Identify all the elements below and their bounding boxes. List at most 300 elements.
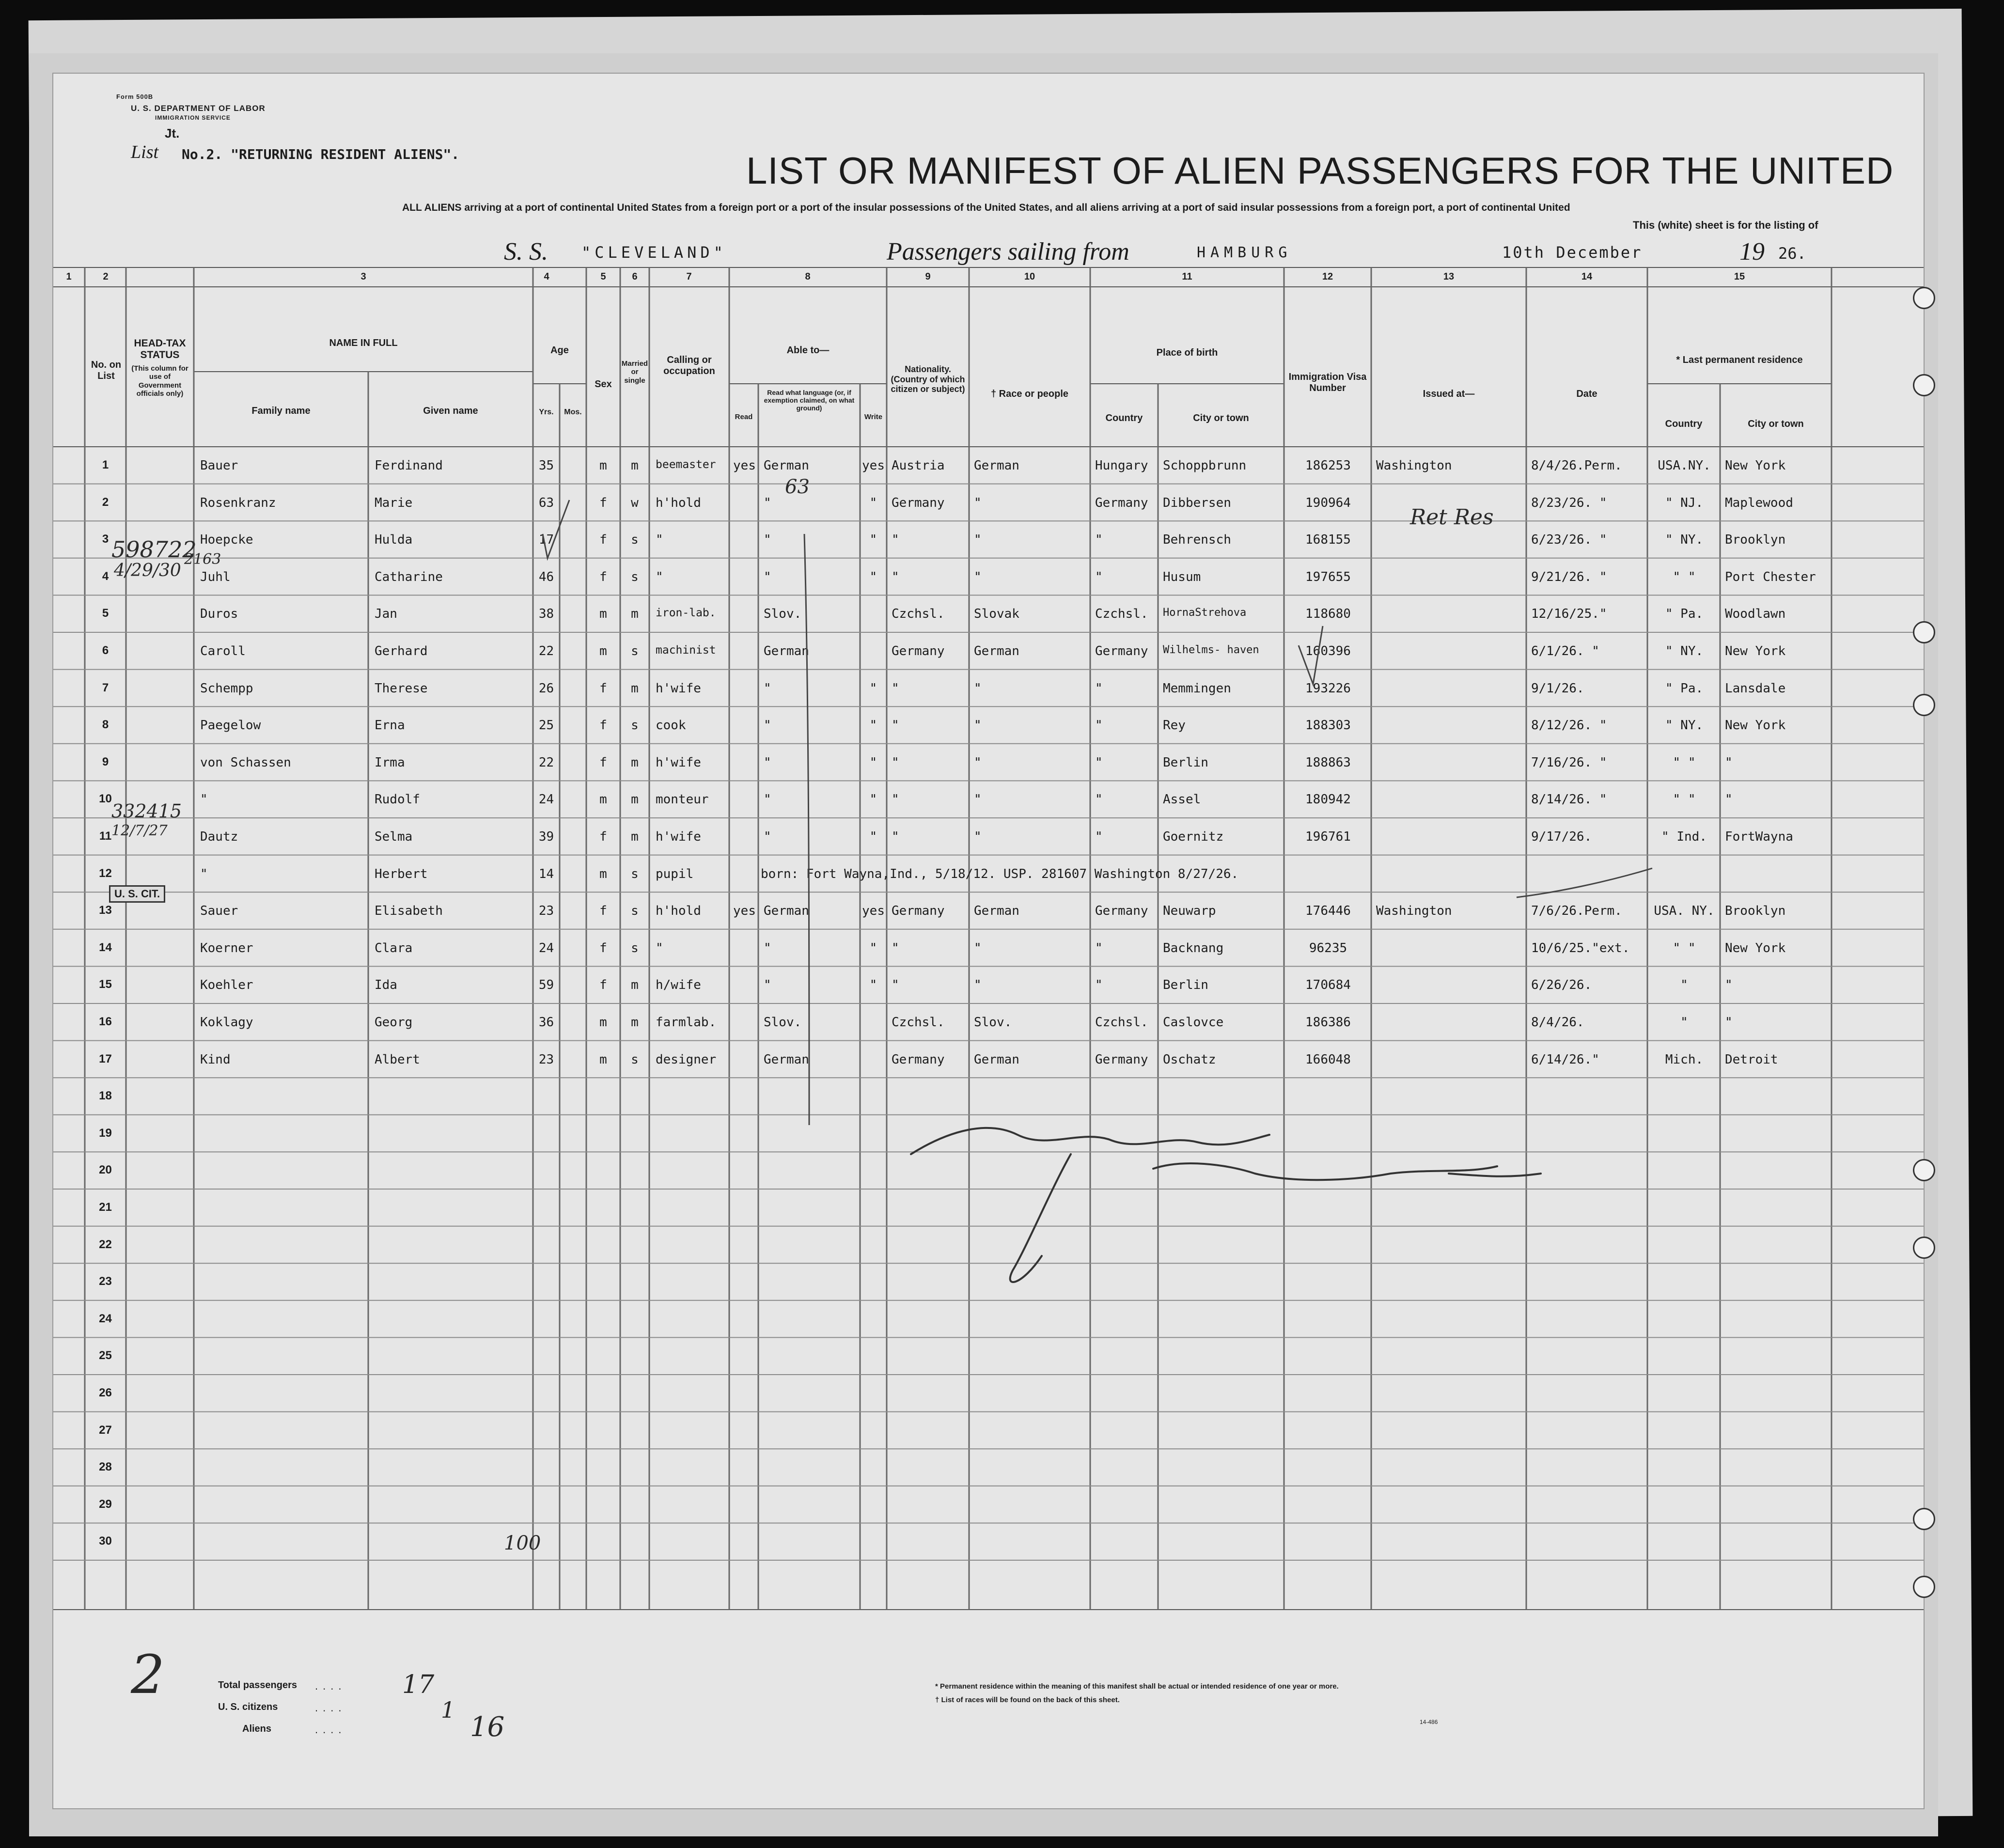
cell-bcountry: Germany [1095, 644, 1148, 658]
manifest-sheet [52, 73, 1925, 1809]
cell-visa: 186386 [1305, 1015, 1351, 1030]
cell-n: 2 [102, 495, 109, 509]
cell-occ: beemaster [656, 458, 716, 471]
cell-write: " [869, 681, 877, 696]
cell-sex: f [599, 569, 607, 584]
empty-row-number: 28 [99, 1460, 112, 1474]
cell-ms: s [631, 1052, 639, 1067]
cell-lang: Slov. [764, 607, 802, 622]
cell-bcity: HornaStrehova [1163, 607, 1247, 619]
cell-lang: " [764, 718, 771, 733]
cell-visa: 170684 [1305, 978, 1351, 993]
cell-sex: m [599, 1015, 607, 1030]
header-date: Date [1576, 389, 1597, 399]
cell-sex: m [599, 458, 607, 473]
departure-port: HAMBURG [1197, 244, 1292, 261]
header-age: Age [550, 345, 569, 356]
cell-family: " [200, 792, 208, 807]
cell-occ: h'wife [656, 755, 701, 770]
cell-nat: " [892, 681, 899, 696]
ship-name: "CLEVELAND" [581, 243, 727, 262]
cell-n: 12 [99, 866, 112, 880]
aliens-label: Aliens [242, 1723, 272, 1734]
form-number: Form 500B [116, 93, 154, 100]
cell-given: Rudolf [375, 792, 420, 807]
cell-write: " [869, 830, 877, 844]
cell-rcountry: " NY. [1665, 718, 1704, 733]
handwritten-cert-date-2: 12/7/27 [111, 822, 168, 839]
header-family-name: Family name [251, 406, 311, 416]
empty-row-number: 23 [99, 1275, 112, 1288]
cell-n: 1 [102, 458, 109, 471]
cell-age: 46 [538, 569, 554, 584]
cell-n: 10 [99, 792, 112, 806]
column-number: 8 [805, 271, 811, 282]
cell-race: German [974, 1052, 1019, 1067]
cell-age: 35 [538, 458, 554, 473]
cell-bcity: Behrensch [1163, 532, 1231, 548]
header-yrs: Yrs. [539, 408, 554, 416]
cell-lang: " [764, 792, 771, 807]
cell-sex: m [599, 866, 607, 881]
cell-nat: " [892, 755, 899, 770]
handwritten-page-mark: 100 [504, 1532, 541, 1554]
footnote-races: † List of races will be found on the back of this sheet. [935, 1696, 1120, 1704]
cell-given: Therese [375, 681, 428, 696]
cell-given: Jan [375, 607, 397, 622]
cell-given: Albert [375, 1052, 420, 1067]
handwritten-corner-mark: 2 [131, 1644, 165, 1706]
punch-hole [1913, 374, 1935, 396]
cell-bcity: Husum [1163, 569, 1201, 584]
cell-ms: s [631, 718, 639, 733]
column-number: 5 [600, 271, 606, 282]
header-head-tax: HEAD-TAX STATUS [134, 338, 186, 361]
cell-nat: Czchsl. [892, 1015, 945, 1030]
cell-n: 11 [99, 830, 112, 843]
header-name-in-full: NAME IN FULL [329, 338, 398, 348]
cell-rcountry: " " [1673, 569, 1696, 584]
cell-race: " [974, 792, 982, 807]
empty-row-number: 19 [99, 1126, 112, 1140]
dot-leader: .... [315, 1723, 346, 1736]
cell-date: 10/6/25."ext. [1531, 940, 1630, 955]
cell-age: 24 [538, 940, 554, 955]
cell-rcity: New York [1725, 458, 1786, 473]
department-name: U. S. DEPARTMENT OF LABOR [131, 104, 266, 113]
cell-sex: m [599, 1052, 607, 1067]
header-read: Read [735, 413, 753, 421]
cell-visa: 188303 [1305, 718, 1351, 733]
cell-lang: German [764, 644, 809, 658]
cell-date: 7/6/26.Perm. [1531, 904, 1622, 919]
header-sex: Sex [595, 379, 612, 390]
cell-given: Erna [375, 718, 405, 733]
punch-hole [1913, 621, 1935, 643]
cell-lang: " [764, 940, 771, 955]
cell-bcity: Goernitz [1163, 830, 1224, 844]
column-number: 1 [66, 271, 72, 282]
cell-visa: 193226 [1305, 681, 1351, 696]
handwritten-language-mark: 63 [785, 476, 810, 498]
cell-given: Ferdinand [375, 458, 443, 473]
cell-lang: German [764, 904, 809, 919]
cell-rcountry: " NY. [1665, 532, 1704, 548]
cell-visa: 176446 [1305, 904, 1351, 919]
cell-race: German [974, 904, 1019, 919]
cell-family: Dautz [200, 830, 238, 844]
cell-visa: 180942 [1305, 792, 1351, 807]
cell-rcity: " [1725, 1015, 1733, 1030]
cell-bcity: Rey [1163, 718, 1186, 733]
list-label: List [131, 142, 159, 162]
header-residence-city: City or town [1748, 419, 1804, 429]
punch-hole [1913, 1159, 1935, 1181]
cell-visa: 168155 [1305, 532, 1351, 548]
cell-occ: pupil [656, 866, 694, 881]
cell-ms: m [631, 830, 639, 844]
cell-rcity: FortWayna [1725, 830, 1793, 844]
cell-bcity: Memmingen [1163, 681, 1231, 696]
cell-ms: m [631, 978, 639, 993]
cell-age: 26 [538, 681, 554, 696]
cell-bcity: Caslovce [1163, 1015, 1224, 1030]
cell-ms: s [631, 940, 639, 955]
cell-write: " [869, 755, 877, 770]
cell-race: " [974, 569, 982, 584]
cell-sex: m [599, 644, 607, 658]
cell-rcountry: " [1680, 978, 1688, 993]
header-head-tax-note: (This column for use of Government officials only) [131, 364, 188, 398]
cell-rcity: " [1725, 755, 1733, 770]
cell-bcountry: " [1095, 978, 1103, 993]
cell-family: Rosenkranz [200, 495, 276, 510]
cell-n: 3 [102, 532, 109, 546]
column-number: 9 [925, 271, 931, 282]
cell-ms: m [631, 1015, 639, 1030]
empty-row-number: 26 [99, 1386, 112, 1399]
cell-nat: Germany [892, 1052, 945, 1067]
cell-bcity: Neuwarp [1163, 904, 1216, 919]
cell-given: Hulda [375, 532, 413, 548]
cell-ms: s [631, 904, 639, 919]
cell-age: 22 [538, 644, 554, 658]
column-number: 7 [686, 271, 692, 282]
cell-rcountry: " NY. [1665, 644, 1704, 658]
handwritten-cert-number-2: 332415 [111, 800, 182, 822]
us-citizens-label: U. S. citizens [218, 1702, 278, 1712]
header-residence-country: Country [1665, 419, 1703, 429]
cell-bcountry: Czchsl. [1095, 607, 1148, 622]
cell-bcountry: " [1095, 681, 1103, 696]
cell-age: 63 [538, 495, 554, 510]
total-passengers-label: Total passengers [218, 1680, 297, 1691]
handwritten-cert-date: 4/29/30 [114, 561, 181, 580]
cell-age: 23 [538, 1052, 554, 1067]
cell-bcountry: " [1095, 755, 1103, 770]
cell-nat: Germany [892, 904, 945, 919]
cell-age: 14 [538, 866, 554, 881]
cell-sex: m [599, 607, 607, 622]
cell-lang: " [764, 755, 771, 770]
cell-bcity: Schoppbrunn [1163, 458, 1247, 473]
cell-family: Koehler [200, 978, 253, 993]
header-no-on-list: No. on List [91, 360, 122, 381]
cell-rcity: Maplewood [1725, 495, 1793, 510]
cell-given: Catharine [375, 569, 443, 584]
cell-race: " [974, 718, 982, 733]
ss-label: S. S. [504, 238, 548, 266]
cell-rcity: New York [1725, 644, 1786, 658]
form-code: 14-486 [1420, 1719, 1438, 1725]
cell-occ: machinist [656, 644, 716, 657]
cell-family: Koklagy [200, 1015, 253, 1030]
cell-date: 6/23/26. " [1531, 532, 1607, 548]
cell-visa: 160396 [1305, 644, 1351, 658]
cell-rcity: " [1725, 978, 1733, 993]
dot-leader: .... [315, 1702, 346, 1714]
cell-bcity: Dibbersen [1163, 495, 1231, 510]
cell-write: " [869, 495, 877, 510]
cell-n: 13 [99, 904, 112, 917]
cell-race: " [974, 681, 982, 696]
handwritten-issued-mark: Ret Res [1410, 505, 1494, 530]
header-race: † Race or people [990, 389, 1069, 399]
cell-write: yes [862, 904, 885, 919]
cell-visa: 188863 [1305, 755, 1351, 770]
cell-nat: " [892, 940, 899, 955]
header-last-residence: * Last permanent residence [1676, 355, 1803, 365]
cell-date: 6/1/26. " [1531, 644, 1599, 658]
handwritten-cert-number: 598722 [111, 536, 197, 563]
us-citizen-stamp: U. S. CIT. [109, 885, 165, 903]
cell-given: Georg [375, 1015, 413, 1030]
footnote-residence: * Permanent residence within the meaning of this manifest shall be actual or intended residence of one year or more. [935, 1682, 1339, 1691]
cell-n: 14 [99, 940, 112, 954]
cell-nat: Austria [892, 458, 945, 473]
cell-lang: German [764, 1052, 809, 1067]
cell-bcountry: " [1095, 569, 1103, 584]
cell-bcountry: Germany [1095, 495, 1148, 510]
cell-rcity: Brooklyn [1725, 532, 1786, 548]
cell-occ: h/wife [656, 978, 701, 993]
cell-visa: 186253 [1305, 458, 1351, 473]
cell-sex: f [599, 495, 607, 510]
cell-bcity: Assel [1163, 792, 1201, 807]
cell-occ: cook [656, 718, 686, 733]
cell-sex: f [599, 830, 607, 844]
cell-occ: iron-lab. [656, 607, 716, 620]
header-write: Write [864, 413, 883, 421]
aliens-note: ALL ALIENS arriving at a port of continental United States from a foreign port or a port of the insular possessions of the United States, and all aliens arriving at a port of said insular possessions from a foreign port, a port of continental United [402, 202, 1570, 213]
cell-nat: " [892, 830, 899, 844]
cell-lang: Slov. [764, 1015, 802, 1030]
cell-age: 38 [538, 607, 554, 622]
cell-bcountry: Germany [1095, 1052, 1148, 1067]
cell-nat: Germany [892, 644, 945, 658]
cell-race: " [974, 978, 982, 993]
cell-occ: " [656, 940, 663, 955]
punch-hole [1913, 1237, 1935, 1259]
cell-nat: " [892, 532, 899, 548]
header-given-name: Given name [423, 406, 478, 416]
cell-family: von Schassen [200, 755, 291, 770]
empty-row-number: 29 [99, 1497, 112, 1511]
cell-ms: m [631, 755, 639, 770]
column-number: 6 [632, 271, 638, 282]
cell-age: 17 [538, 532, 554, 548]
cell-lang: " [764, 681, 771, 696]
empty-row-number: 25 [99, 1349, 112, 1363]
cell-lang: " [764, 532, 771, 548]
cell-bcity: Backnang [1163, 940, 1224, 955]
cell-write: yes [862, 458, 885, 473]
header-read-language: Read what language (or, if exemption claimed, on what ground) [764, 389, 855, 412]
cell-bcountry: " [1095, 532, 1103, 548]
cell-bcountry: " [1095, 940, 1103, 955]
cell-bcountry: Hungary [1095, 458, 1148, 473]
sailing-date: 10th December [1502, 243, 1643, 262]
cell-n: 4 [102, 569, 109, 583]
punch-hole [1913, 1576, 1935, 1598]
cell-bcity: Berlin [1163, 755, 1208, 770]
cell-given: Clara [375, 940, 413, 955]
cell-age: 36 [538, 1015, 554, 1030]
cell-bcountry: " [1095, 830, 1103, 844]
cell-lang: " [764, 495, 771, 510]
punch-hole [1913, 694, 1935, 716]
cell-age: 39 [538, 830, 554, 844]
header-issued-at: Issued at— [1423, 389, 1475, 399]
cell-occ: monteur [656, 792, 709, 807]
cell-race: " [974, 830, 982, 844]
cell-race: Slovak [974, 607, 1019, 622]
cell-family: Hoepcke [200, 532, 253, 548]
punch-hole [1913, 1508, 1935, 1530]
cell-nat: Germany [892, 495, 945, 510]
column-number: 10 [1024, 271, 1035, 282]
cell-date: 8/12/26. " [1531, 718, 1607, 733]
column-number: 15 [1734, 271, 1745, 282]
cell-rcountry: " " [1673, 755, 1696, 770]
cell-race: German [974, 458, 1019, 473]
cell-rcountry: " NJ. [1665, 495, 1704, 510]
cell-ms: m [631, 458, 639, 473]
cell-visa: 197655 [1305, 569, 1351, 584]
cell-read: yes [733, 904, 756, 919]
header-nationality: Nationality. (Country of which citizen or subject) [891, 364, 965, 394]
cell-age: 25 [538, 718, 554, 733]
cell-sex: f [599, 904, 607, 919]
cell-date: 8/4/26. [1531, 1015, 1584, 1030]
cell-n: 7 [102, 681, 109, 694]
handwritten-cert-suffix: 2163 [184, 551, 221, 568]
cell-ms: s [631, 644, 639, 658]
cell-date: 9/21/26. " [1531, 569, 1607, 584]
cell-issued: Washington [1376, 458, 1452, 473]
cell-ms: s [631, 569, 639, 584]
cell-rcountry: " " [1673, 940, 1696, 955]
cell-sex: f [599, 978, 607, 993]
empty-row-number: 30 [99, 1535, 112, 1548]
cell-age: 23 [538, 904, 554, 919]
total-passengers-value: 17 [402, 1670, 435, 1699]
empty-row-number: 21 [99, 1201, 112, 1214]
cell-race: " [974, 940, 982, 955]
cell-family: Koerner [200, 940, 253, 955]
cell-date: 9/17/26. [1531, 830, 1592, 844]
cell-nat: Czchsl. [892, 607, 945, 622]
cell-family: Paegelow [200, 718, 261, 733]
column-number: 13 [1443, 271, 1455, 282]
cell-family: " [200, 866, 208, 881]
cell-given: Marie [375, 495, 413, 510]
cell-given: Selma [375, 830, 413, 844]
cell-bcountry: " [1095, 792, 1103, 807]
cell-write: " [869, 532, 877, 548]
cell-date: 8/23/26. " [1531, 495, 1607, 510]
cell-visa: 118680 [1305, 607, 1351, 622]
cell-ms: m [631, 792, 639, 807]
cell-bcity: Oschatz [1163, 1052, 1216, 1067]
cell-race: Slov. [974, 1015, 1012, 1030]
cell-rcountry: " Ind. [1661, 830, 1707, 844]
sailing-label: Passengers sailing from [887, 238, 1129, 266]
cell-date: 6/14/26." [1531, 1052, 1599, 1067]
jt-mark: Jt. [165, 126, 180, 141]
cell-race: " [974, 532, 982, 548]
cell-bcountry: " [1095, 718, 1103, 733]
us-citizens-value: 1 [441, 1697, 455, 1723]
header-place-of-birth: Place of birth [1156, 347, 1218, 358]
cell-nat: " [892, 792, 899, 807]
cell-age: 59 [538, 978, 554, 993]
cell-occ: farmlab. [656, 1015, 717, 1030]
cell-given: Herbert [375, 866, 428, 881]
dot-leader: .... [315, 1680, 346, 1692]
cell-visa: 190964 [1305, 495, 1351, 510]
cell-rcity: Port Chester [1725, 569, 1816, 584]
cell-occ: " [656, 532, 663, 548]
cell-ms: m [631, 681, 639, 696]
cell-bcountry: Germany [1095, 904, 1148, 919]
cell-n: 15 [99, 978, 112, 991]
header-married: Married or single [621, 360, 648, 385]
cell-n: 5 [102, 607, 109, 620]
cell-sex: f [599, 718, 607, 733]
cell-issued: Washington [1376, 904, 1452, 919]
cell-bcity: Berlin [1163, 978, 1208, 993]
cell-write: " [869, 978, 877, 993]
cell-family: Duros [200, 607, 238, 622]
cell-sex: f [599, 532, 607, 548]
cell-n: 17 [99, 1052, 112, 1065]
punch-hole [1913, 287, 1935, 309]
cell-family: Caroll [200, 644, 246, 658]
header-birth-country: Country [1105, 413, 1143, 423]
cell-lang: German [764, 458, 809, 473]
cell-rcountry: USA. NY. [1654, 904, 1715, 919]
cell-rcity: New York [1725, 718, 1786, 733]
cell-write: " [869, 569, 877, 584]
cell-occ: designer [656, 1052, 717, 1067]
cell-age: 22 [538, 755, 554, 770]
column-number: 3 [360, 271, 366, 282]
cell-rcountry: USA.NY. [1658, 458, 1711, 473]
cell-rcountry: " Pa. [1665, 681, 1704, 696]
cell-given: Elisabeth [375, 904, 443, 919]
header-able-to: Able to— [786, 345, 830, 356]
